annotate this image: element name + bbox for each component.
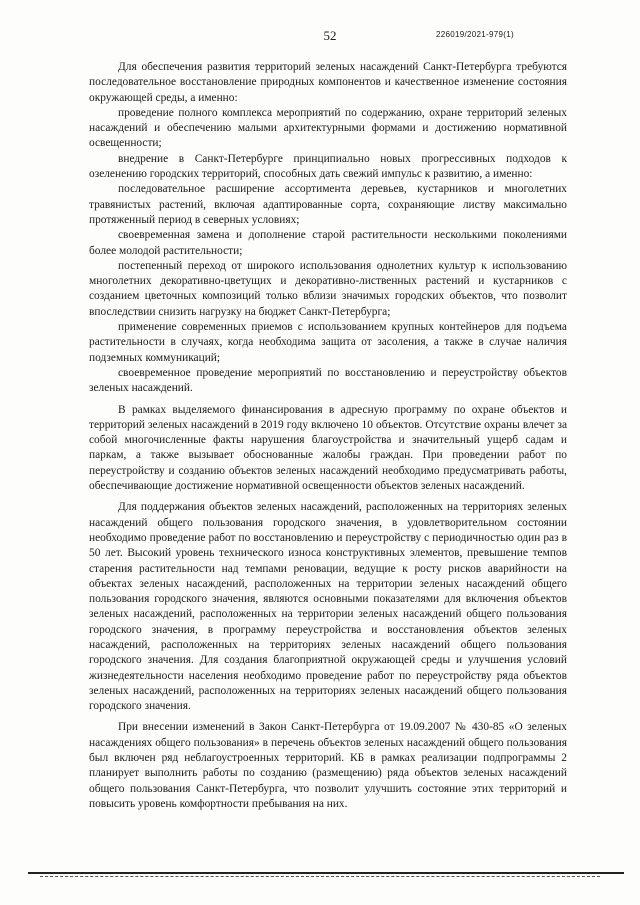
paragraph-item-new-approaches: внедрение в Санкт-Петербурге принципиально новых прогрессивных подходов к озеленению городских территорий, способных дать свежий импульс к развитию, а именно:	[89, 152, 567, 181]
paragraph-maintenance-objects: Для поддержания объектов зеленых насаждений, расположенных на территориях зеленых насаждений общего пользования городского значения, в удовлетворительном состоянии необходимо проведение работ по восстановлению и переустройству с периодичностью один раз в 50 лет. Высокий уровень технического износа конструктивных элементов, превышение темпов старения растительности над темпами реновации, ведущие к росту рисков аварийности на объектах зеленых насаждений, расположенных на территории зеленых насаждений общего пользования городского значения, являются основными показателями для включения объектов зеленых насаждений, расположенных на территории зеленых насаждений общего пользования городского значения, в программу переустройства и восстановления объектов зеленых насаждений, расположенных на территориях зеленых насаждений общего пользования городского значения. Для создания благоприятной окружающей среды и улучшения условий жизнедеятельности населения необходимо проведение работ по переустройству ряда объектов зеленых насаждений, расположенных на территориях зеленых насаждений общего пользования городского значения.	[89, 501, 567, 713]
paragraph-item-replacement: своевременная замена и дополнение старой растительности несколькими поколениями более молодой растительности;	[89, 229, 567, 257]
page-number: 52	[323, 28, 337, 43]
paragraph-item-assortment: последовательное расширение ассортимента деревьев, кустарников и многолетних травянистых растений, включая адаптированные сорта, сохраняющие листву максимально протяженный период в северных условиях;	[89, 183, 567, 226]
paragraph-financing: В рамках выделяемого финансирования в адресную программу по охране объектов и территорий зеленых насаждений в 2019 году включено 10 объектов. Отсутствие охраны влечет за собой многочисленные факты нарушения благоустройства и значительный ущерб садам и паркам, а также вызывает обоснованные жалобы граждан. При проведении работ по переустройству и созданию объектов зеленых насаждений необходимо предусматривать работы, обеспечивающие достижение нормативной освещенности объектов зеленых насаждений.	[89, 403, 567, 493]
bottom-scan-line-secondary	[40, 876, 600, 877]
paragraph-intro: Для обеспечения развития территорий зеленых насаждений Санкт-Петербурга требуются последовательное восстановление природных компонентов и качественное изменение состояния окружающей среды, а именно:	[89, 61, 567, 104]
paragraph-item-maintenance: проведение полного комплекса мероприятий по содержанию, охране территорий зеленых насаждений и обеспечению малыми архитектурными формами и достижению нормативной освещенности;	[89, 106, 567, 150]
paragraph-item-restoration: своевременное проведение мероприятий по восстановлению и переустройству объектов зеленых насаждений.	[89, 366, 567, 395]
paragraph-law-amendments: При внесении изменений в Закон Санкт-Петербурга от 19.09.2007 № 430-85 «О зеленых насаждениях общего пользования» в перечень объектов зеленых насаждений общего пользования был включен ряд неблагоустроенных территорий. КБ в рамках реализации подпрограммы 2 планирует выполнить работы по созданию (размещению) ряда объектов зеленых насаждений общего пользования Санкт-Петербурга, что позволит улучшить состояние этих территорий и повысить уровень комфортности пребывания на них.	[89, 721, 567, 810]
bottom-scan-line	[28, 872, 624, 874]
document-body	[89, 60, 567, 812]
paragraph-item-containers: применение современных приемов с использованием крупных контейнеров для подъема растительности в случаях, когда необходима защита от засоления, а также в случае наличия подземных коммуникаций;	[89, 321, 567, 364]
document-id: 226019/2021-979(1)	[436, 30, 514, 39]
paragraph-item-perennials: постепенный переход от широкого использования однолетних культур к использованию многолетних декоративно-цветущих и декоративно-лиственных растений и кустарников с созданием цветочных композиций только вблизи значимых городских объектов, что позволит впоследствии снизить нагрузку на бюджет Санкт-Петербурга;	[89, 259, 567, 318]
